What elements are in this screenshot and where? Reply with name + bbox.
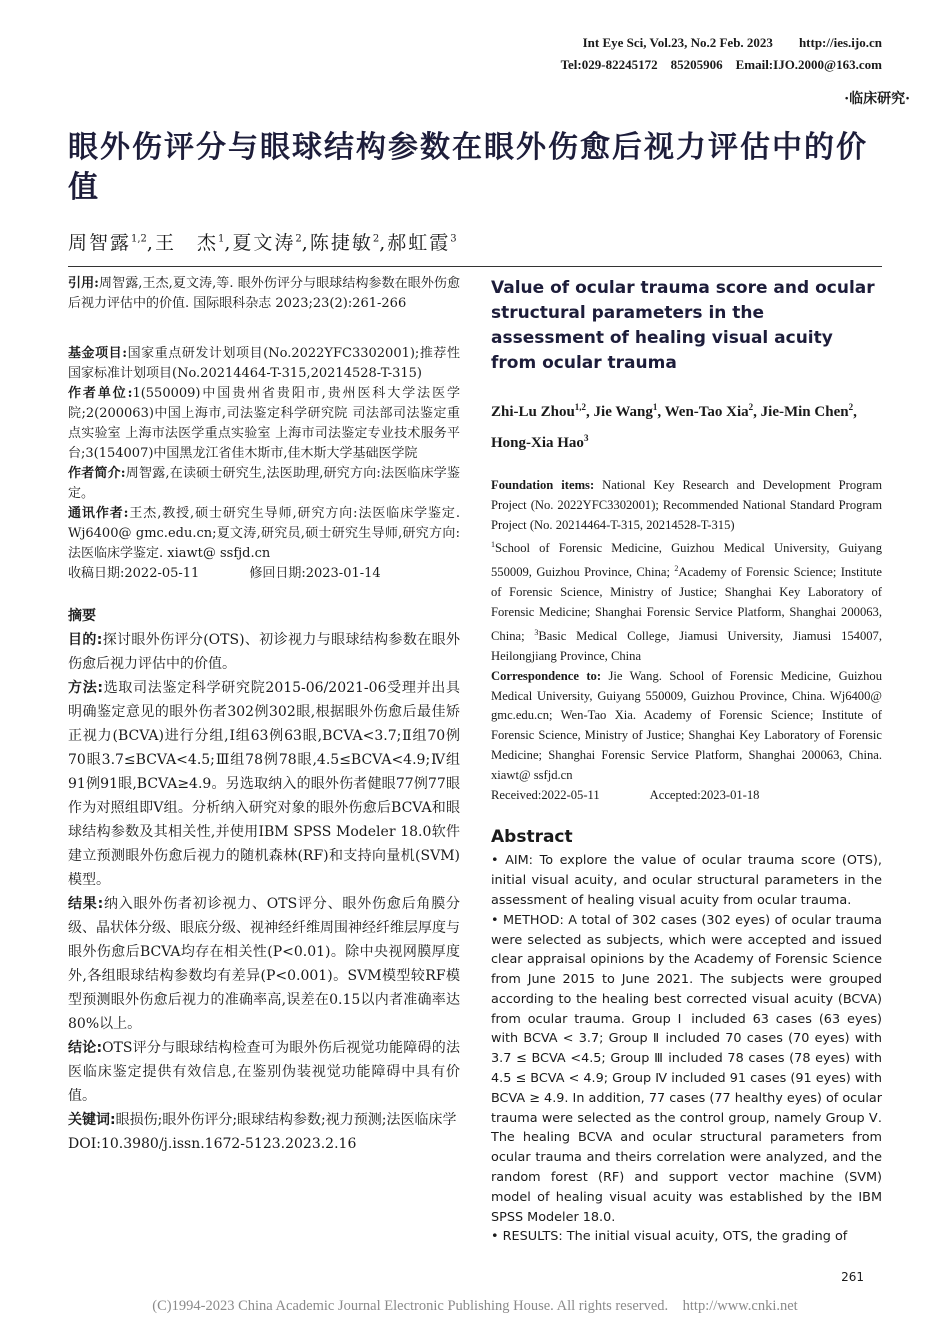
author-name-en: Jie Wang xyxy=(593,404,653,420)
article-title-en: Value of ocular trauma score and ocular structural parameters in the assessment of healing visual acuity from ocular trauma xyxy=(491,278,875,373)
foundation-label: Foundation items: xyxy=(491,478,595,492)
abstract-text-en: To explore the value of ocular trauma score (OTS), initial visual acuity, and ocular structural parameters in the assessment of healing visual acuity from ocular trauma. xyxy=(491,853,882,908)
abstract-section-en xyxy=(491,1227,882,1247)
abstract-text: 纳入眼外伤者初诊视力、OTS评分、眼外伤愈后角膜分级、晶状体分级、眼底分级、视神经纤维周围神经纤维层厚度与眼外伤愈后BCVA均存在相关性(P<0.01)。除中央视网膜厚度外,各组眼球结构参数均有差异(P<0.001)。SVM模型较RF模型预测眼外伤愈后视力的准确率高,误差在0.15以内者准确率达80%以上。 xyxy=(68,896,460,1032)
meta-item xyxy=(68,344,460,384)
article-title-cn: 眼外伤评分与眼球结构参数在眼外伤愈后视力评估中的价值 xyxy=(68,130,868,205)
author-affil: 2 xyxy=(848,402,854,412)
meta-label: 作者简介: xyxy=(68,466,126,481)
author-affil: 2 xyxy=(748,402,754,412)
journal-header xyxy=(561,32,882,76)
journal-header-line1 xyxy=(561,32,882,54)
journal-url: http://ies.ijo.cn xyxy=(798,35,882,50)
author-affil: 2 xyxy=(372,233,380,245)
abstract-section-en xyxy=(491,851,882,910)
abstract-label-en: • METHOD: xyxy=(491,912,564,928)
meta-label: 通讯作者: xyxy=(68,506,129,521)
author-name: 夏文涛 xyxy=(232,232,296,254)
abstract-section-en xyxy=(491,911,882,1228)
foundation-text: National Key Research and Development Program Project (No. 2022YFC3302001); Recommended National Standard Program Project (No. 20214464-T-315, 20214528-T-315) xyxy=(491,478,883,532)
dates-en xyxy=(491,786,882,806)
correspondence-label: Correspondence to: xyxy=(491,668,602,683)
abstract-text: OTS评分与眼球结构检查可为眼外伤后视觉功能障碍的法医临床鉴定提供有效信息,在鉴别伪装视觉功能障碍中具有价值。 xyxy=(68,1040,460,1104)
abstract-label: 结果: xyxy=(68,896,104,912)
meta-item xyxy=(68,384,460,464)
citation-text: 周智露,王杰,夏文涛,等. 眼外伤评分与眼球结构参数在眼外伤愈后视力评估中的价值. 国际眼科杂志 2023;23(2):261-266 xyxy=(68,276,460,311)
abstract-en xyxy=(491,827,882,1247)
abstract-text: 眼损伤;眼外伤评分;眼球结构参数;视力预测;法医临床学 xyxy=(115,1112,457,1128)
abstract-section xyxy=(68,892,460,1036)
affil-sup: 3 xyxy=(534,627,539,637)
author-name-en: Zhi-Lu Zhou xyxy=(491,404,575,420)
abstract-label: 目的: xyxy=(68,632,103,648)
author-name: 郝虹霞 xyxy=(387,232,451,254)
affil-text: School of Forensic Medicine, Guizhou Medical University, Guiyang 550009, Guizhou Province, China; xyxy=(491,541,882,580)
doi[interactable]: DOI:10.3980/j.issn.1672-5123.2023.2.16 xyxy=(68,1136,357,1152)
journal-contact: Tel:029-82245172 85205906 Email:IJO.2000@163.com xyxy=(560,57,882,72)
abstract-label-en: • AIM: xyxy=(491,853,533,869)
abstract-section xyxy=(68,1036,460,1108)
received-date: 收稿日期:2022-05-11 xyxy=(68,566,200,581)
citation-block xyxy=(68,274,460,314)
author-affil: 3 xyxy=(583,433,589,443)
abstract-heading-en: Abstract xyxy=(491,827,573,848)
abstract-section xyxy=(68,1108,460,1132)
abstract-text: 选取司法鉴定科学研究院2015-06/2021-06受理并出具明确鉴定意见的眼外伤者302例302眼,根据眼外伤愈后最佳矫正视力(BCVA)进行分组,Ⅰ组63例63眼,BCVA<3.7;Ⅱ组70例70眼3.7≤BCVA<4.5;Ⅲ组78例78眼,4.5≤BCVA<4.9;Ⅳ组91例91眼,BCVA≥4.9。另选取纳入的眼外伤者健眼77例77眼作为对照组即Ⅴ组。分析纳入研究对象的眼外伤愈后BCVA和眼球结构参数及其相关性,并使用IBM SPSS Modeler 18.0软件建立预测眼外伤愈后视力的随机森林(RF)和支持向量机(SVM)模型。 xyxy=(68,680,460,888)
abstract-label: 关键词: xyxy=(68,1112,116,1128)
author-name-en: Hong-Xia Hao xyxy=(491,435,584,451)
abstract-label: 结论: xyxy=(68,1040,103,1056)
author-affil: 1,2 xyxy=(131,233,147,245)
abstract-cn xyxy=(68,606,460,1156)
meta-label: 基金项目: xyxy=(68,346,128,361)
header-rule xyxy=(68,266,882,267)
abstract-label: 方法: xyxy=(68,680,103,696)
abstract-section xyxy=(68,628,460,676)
right-column xyxy=(491,274,882,1247)
correspondence-en xyxy=(491,667,882,786)
abstract-label-en: • RESULTS: xyxy=(491,1229,563,1245)
section-label: ·临床研究· xyxy=(844,91,910,107)
author-list-cn: 周智露$^{1,2}$,王 杰$^1$,夏文涛$^2$,陈捷敏$^2$,郝虹霞$^3$ xyxy=(68,232,457,254)
abstract-section xyxy=(68,676,460,892)
left-column xyxy=(68,274,460,1156)
author-affil: 1 xyxy=(652,402,658,412)
affil-text: Basic Medical College, Jiamusi University, Jiamusi 154007, Heilongjiang Province, China xyxy=(491,629,883,663)
page-number: 261 xyxy=(841,1270,864,1284)
citation-label: 引用: xyxy=(68,276,99,291)
meta-label: 作者单位: xyxy=(68,386,133,401)
foundation-en xyxy=(491,476,882,535)
author-name: 陈捷敏 xyxy=(309,232,373,254)
accepted-date-en: Accepted:2023-01-18 xyxy=(649,787,760,802)
author-affil: 1 xyxy=(217,233,225,245)
affil-sup: 1 xyxy=(491,540,495,550)
copyright-footer: (C)1994-2023 China Academic Journal Electronic Publishing House. All rights reserved. http://www.cnki.net xyxy=(152,1298,798,1314)
author-affil: 1,2 xyxy=(574,402,587,412)
abstract-heading-cn: 摘要 xyxy=(68,608,96,624)
author-affil: 3 xyxy=(450,233,457,245)
meta-text: 周智露,在读硕士研究生,法医助理,研究方向:法医临床学鉴定。 xyxy=(68,466,460,501)
affil-sup: 2 xyxy=(674,564,679,574)
affil-text: Academy of Forensic Science; Institute of Forensic Science, Ministry of Justice; Shanghai Key Laboratory of Forensic Medicine; Shanghai Forensic Service Platform, Shanghai 200063, China; xyxy=(491,565,882,644)
abstract-text: 探讨眼外伤评分(OTS)、初诊视力与眼球结构参数在眼外伤愈后视力评估中的价值。 xyxy=(68,632,460,672)
abstract-text-en: A total of 302 cases (302 eyes) of ocular trauma were selected as subjects, which were accepted and issued clear appraisal opinions by the Academy of Forensic Science from June 2015 to June 2021. The subjects were grouped according to the healing best corrected visual acuity (BCVA) from ocular trauma. Group Ⅰ included 63 cases (63 eyes) with BCVA < 3.7; Group Ⅱ included 70 cases (70 eyes) with 3.7 ≤ BCVA <4.5; Group Ⅲ included 78 cases (78 eyes) with 4.5 ≤ BCVA < 4.9; Group Ⅳ included 91 cases (91 eyes) with BCVA ≥ 4.9. In addition, 77 cases (77 healthy eyes) of ocular trauma were selected as the control group, namely Group Ⅴ. The healing BCVA and ocular structural parameters from ocular trauma and theirs correlation were analyzed, and the random forest (RF) and support vector machine (SVM) model of healing visual acuity was established by the IBM SPSS Modeler 18.0. xyxy=(491,912,882,1225)
abstract-text-en: The initial visual acuity, OTS, the grading of xyxy=(566,1229,848,1245)
author-name-en: Wen-Tao Xia xyxy=(664,404,749,420)
meta-block-cn xyxy=(68,344,460,584)
meta-text: 国家重点研发计划项目(No.2022YFC3302001);推荐性国家标准计划项目(No.20214464-T-315,20214528-T-315) xyxy=(68,346,460,381)
affiliations-en xyxy=(491,535,882,666)
meta-item xyxy=(68,464,460,504)
meta-text: 1(550009)中国贵州省贵阳市,贵州医科大学法医学院;2(200063)中国上海市,司法鉴定科学研究院 司法部司法鉴定重点实验室 上海市法医学重点实验室 上海市司法鉴定专业技术服务平台;3(154007)中国黑龙江省佳木斯市,佳木斯大学基础医学院 xyxy=(68,386,460,461)
received-date-en: Received:2022-05-11 xyxy=(491,787,600,802)
author-list-en: Zhi-Lu Zhou$^{1,2}$, Jie Wang$^1$, Wen-Tao Xia$^2$, Jie-Min Chen$^2$, Hong-Xia Hao$^3$ xyxy=(491,402,857,451)
author-name: 周智露 xyxy=(68,232,132,254)
dates-cn xyxy=(68,564,460,584)
author-name: 王 杰 xyxy=(154,232,218,254)
journal-citation: Int Eye Sci, Vol.23, No.2 Feb. 2023 xyxy=(582,35,773,50)
meta-text: 王杰,教授,硕士研究生导师,研究方向:法医临床学鉴定. Wj6400@ gmc.edu.cn;夏文涛,研究员,硕士研究生导师,研究方向:法医临床学鉴定. xiawt@ ssfjd.cn xyxy=(68,506,460,561)
author-name-en: Jie-Min Chen xyxy=(760,404,849,420)
revised-date: 修回日期:2023-01-14 xyxy=(249,566,381,581)
author-affil: 2 xyxy=(295,233,302,245)
meta-item xyxy=(68,504,460,564)
correspondence-text: Jie Wang. School of Forensic Medicine, Guizhou Medical University, Guiyang 550009, Guizhou Province, China. Wj6400@ gmc.edu.cn; Wen-Tao Xia. Academy of Forensic Science; Institute of Forensic Science, Ministry of Justice; Shanghai Key Laboratory of Forensic Medicine; Shanghai Forensic Service Platform, Shanghai 200063, China. xiawt@ ssfjd.cn xyxy=(491,668,882,782)
